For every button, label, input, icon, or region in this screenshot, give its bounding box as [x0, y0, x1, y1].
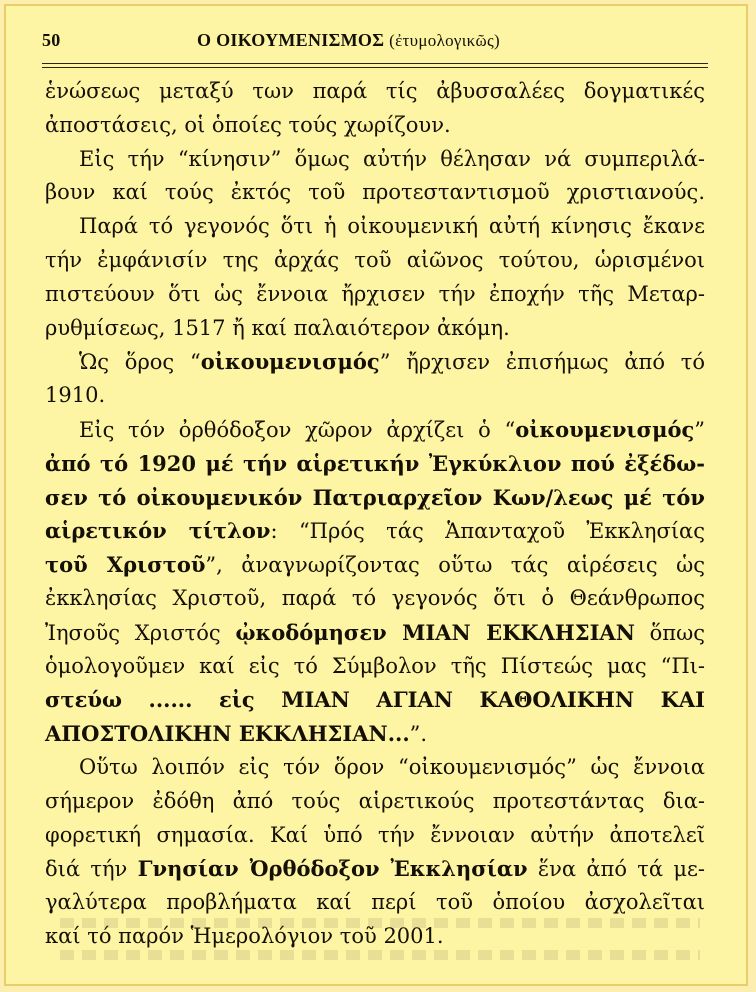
text-span: ”.	[409, 722, 428, 747]
text-line	[45, 345, 705, 379]
bold-text: οἰκουμενισμός	[200, 349, 380, 375]
bold-text: οἰκουμενισμός	[515, 416, 695, 442]
text-span: βουν καί τούς ἐκτός τοῦ προτεσταντισμοῦ χριστιανούς.	[45, 180, 705, 205]
bold-text: ἀπό τό 1920 μέ τήν αἱρετικήν Ἐγκύκλιον πού ἐξέδω-	[45, 450, 705, 476]
bold-text: ᾠκοδόμησεν ΜΙΑΝ ΕΚΚΛΗΣΙΑΝ	[235, 619, 635, 645]
text-line	[45, 143, 705, 177]
bold-text: σεν τό οἰκουμενικόν Πατριαρχεῖον Κων/λεως μέ τόν	[45, 484, 705, 510]
text-line	[45, 447, 705, 481]
text-line	[45, 413, 705, 447]
text-span: ὅπως	[634, 620, 705, 645]
text-line	[45, 312, 705, 346]
text-span: πιστεύουν ὅτι ὡς ἔννοια ἤρχισεν τήν ἐποχήν τῆς Μεταρ-	[45, 281, 705, 306]
text-span: Οὕτω λοιπόν εἰς τόν ὅρον “οἰκουμενισμός” ὡς ἔννοια	[79, 754, 705, 779]
text-line	[45, 278, 705, 312]
text-line	[45, 109, 705, 143]
bold-text: τοῦ Χριστοῦ	[45, 552, 206, 578]
text-span: ” ἤρχισεν ἐπισήμως ἀπό τό	[379, 350, 705, 375]
text-line	[45, 785, 705, 819]
body-text	[45, 75, 705, 954]
running-title-main: Ο ΟΙΚΟΥΜΕΝΙΣΜΟΣ	[197, 30, 385, 50]
text-span: 1910.	[45, 383, 106, 408]
text-span: καί τό παρόν Ἡμερολόγιον τοῦ 2001.	[45, 923, 444, 948]
page-header	[42, 30, 708, 60]
text-span: Εἰς τόν ὀρθόδοξον χῶρον ἀρχίζει ὁ “	[79, 417, 516, 442]
page-number: 50	[42, 30, 61, 50]
text-span: ἑνώσεως μεταξύ των παρά τίς ἀβυσσαλέες δογματικές	[45, 79, 705, 103]
text-line	[45, 751, 705, 785]
header-rule-top	[42, 63, 708, 64]
text-span: φορετική σημασία. Καί ὑπό τήν ἔννοιαν αὐτήν ἀποτελεῖ	[45, 822, 705, 847]
text-line	[45, 650, 705, 684]
text-line	[45, 616, 705, 650]
text-line	[45, 75, 705, 109]
bold-text: ΑΠΟΣΤΟΛΙΚΗΝ ΕΚΚΛΗΣΙΑΝ...	[45, 721, 410, 747]
text-line	[45, 683, 705, 717]
text-span: Εἰς τήν “κίνησιν” ὅμως αὐτήν θέλησαν νά συμπεριλά-	[79, 146, 705, 171]
text-span: ἕνα ἀπό τά με-	[527, 857, 705, 882]
text-span: Ὡς ὅρος “	[79, 350, 201, 375]
text-line	[45, 244, 705, 278]
bleed-through-text	[60, 918, 700, 928]
text-span: σήμερον ἐδόθη ἀπό τούς αἱρετικούς προτεστάντας δια-	[45, 788, 705, 813]
text-line	[45, 717, 705, 751]
text-line	[45, 548, 705, 582]
header-rule-bottom	[42, 67, 708, 68]
text-line	[45, 379, 705, 413]
text-span: γαλύτερα προβλήματα καί περί τοῦ ὁποίου ἀσχολεῖται	[45, 890, 705, 915]
text-span: τήν ἐμφάνισίν της ἀρχάς τοῦ αἰῶνος τούτου, ὡρισμένοι	[45, 247, 705, 272]
text-line	[45, 210, 705, 244]
text-span: διά τήν	[45, 857, 138, 882]
running-title	[197, 30, 500, 51]
text-span: ρυθμίσεως, 1517 ἤ καί παλαιότερον ἀκόμη.	[45, 315, 510, 340]
bleed-through-text	[60, 950, 700, 960]
text-line	[45, 481, 705, 515]
text-span: Παρά τό γεγονός ὅτι ἡ οἰκουμενική αὐτή κίνησις ἔκανε	[79, 214, 705, 239]
bold-text: Γνησίαν Ὀρθόδοξον Ἐκκλησίαν	[137, 856, 528, 882]
running-title-subtitle: (ἐτυμολογικῶς)	[389, 31, 500, 50]
text-span: : “Πρός τάς Ἁπανταχοῦ Ἐκκλησίας	[270, 519, 705, 544]
text-line	[45, 176, 705, 210]
text-span: ”, ἀναγνωρίζοντας οὕτω τάς αἱρέσεις ὡς	[205, 553, 705, 578]
bold-text: αἱρετικόν τίτλον	[45, 518, 271, 544]
text-line	[45, 852, 705, 886]
text-span: ἀποστάσεις, οἱ ὁποίες τούς χωρίζουν.	[45, 112, 451, 137]
text-line	[45, 582, 705, 616]
text-span: Ἰησοῦς Χριστός	[45, 620, 236, 645]
bold-text: στεύω ...... εἰς ΜΙΑΝ ΑΓΙΑΝ ΚΑΘΟΛΙΚΗΝ ΚΑΙ	[45, 687, 705, 713]
text-span: ὁμολογοῦμεν καί εἰς τό Σύμβολον τῆς Πίστεώς μας “Πι-	[45, 653, 705, 678]
text-span: ἐκκλησίας Χριστοῦ, παρά τό γεγονός ὅτι ὁ Θεάνθρωπος	[45, 585, 705, 610]
text-line	[45, 886, 705, 920]
text-span: ”	[694, 417, 705, 442]
text-line	[45, 819, 705, 853]
text-line	[45, 514, 705, 548]
